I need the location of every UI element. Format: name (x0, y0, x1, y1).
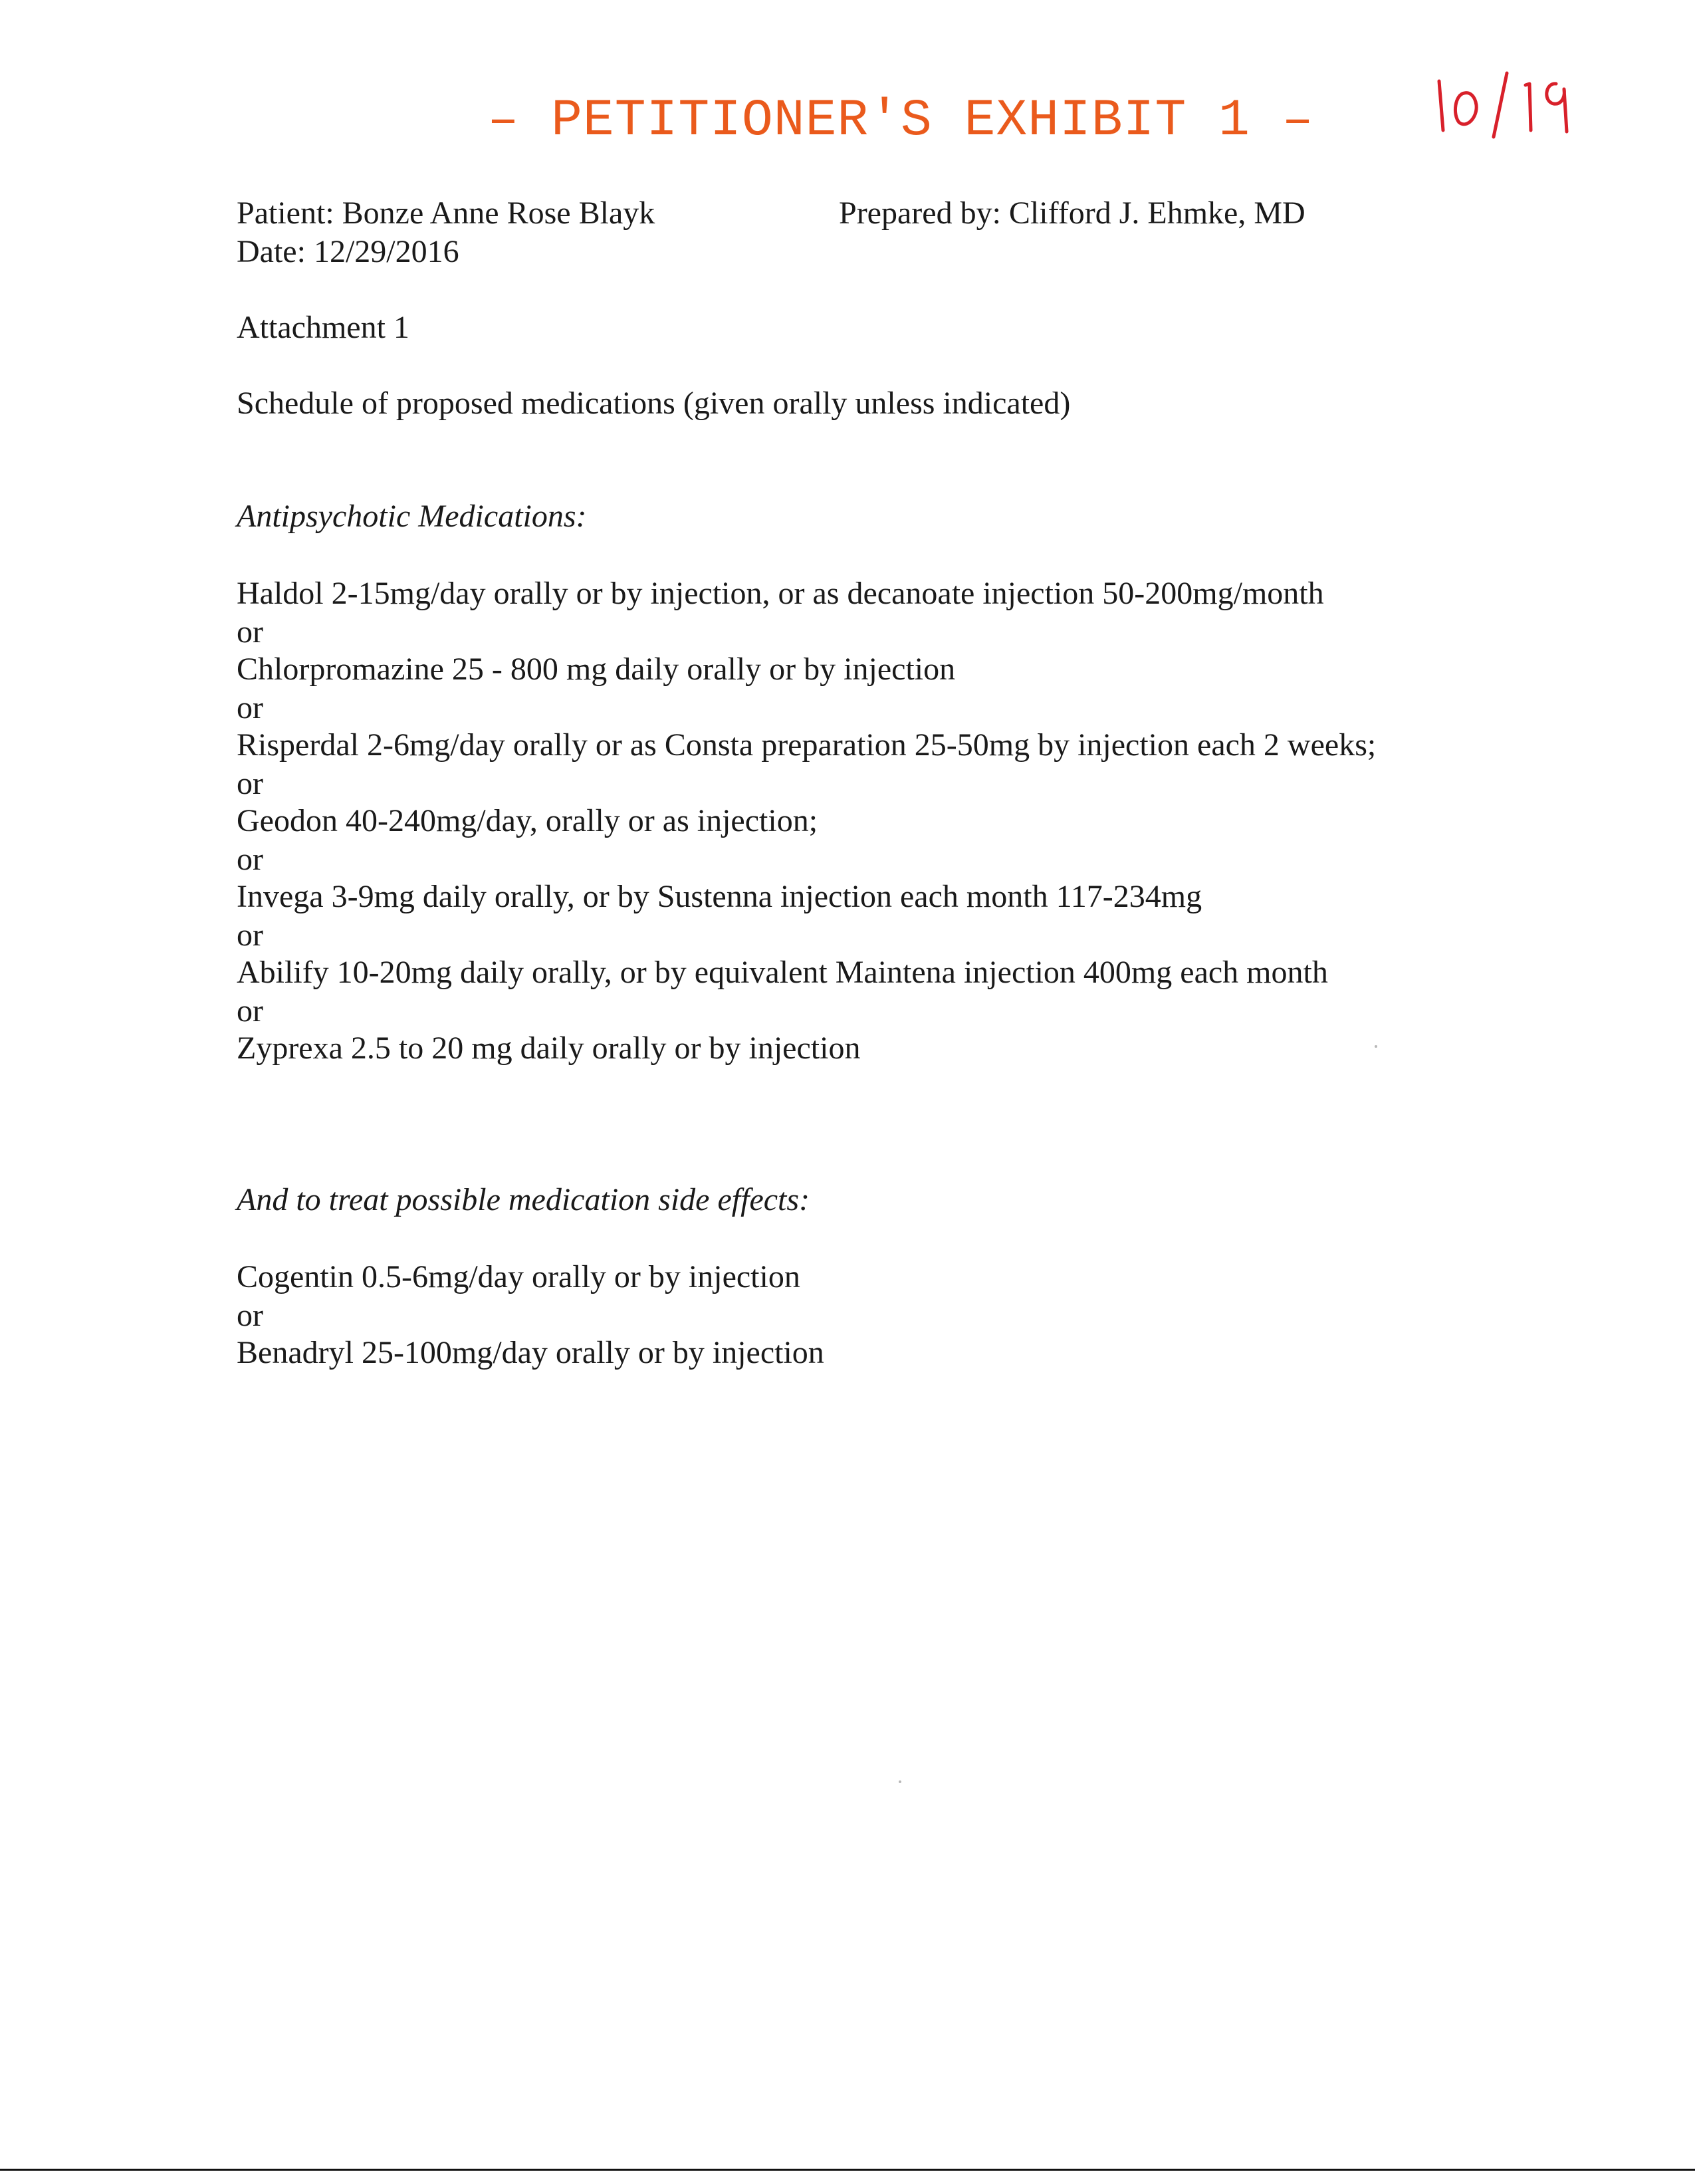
patient-name: Patient: Bonze Anne Rose Blayk (237, 195, 655, 231)
handwritten-date-note (1426, 53, 1585, 146)
medication-item: Zyprexa 2.5 to 20 mg daily orally or by injection (237, 1031, 861, 1066)
page-bottom-rule (0, 2169, 1695, 2171)
medication-item: Chlorpromazine 25 - 800 mg daily orally or by injection (237, 652, 956, 687)
separator-or: or (237, 842, 263, 877)
side-effect-item: Cogentin 0.5-6mg/day orally or by injection (237, 1259, 800, 1294)
separator-or: or (237, 993, 263, 1029)
schedule-intro: Schedule of proposed medications (given orally unless indicated) (237, 386, 1071, 421)
scan-speck (1375, 1045, 1377, 1048)
scan-speck (899, 1780, 901, 1783)
side-effect-item: Benadryl 25-100mg/day orally or by injection (237, 1335, 824, 1370)
medication-item: Risperdal 2-6mg/day orally or as Consta preparation 25-50mg by injection each 2 weeks; (237, 727, 1377, 763)
separator-or: or (237, 1298, 263, 1333)
medication-item: Abilify 10-20mg daily orally, or by equivalent Maintena injection 400mg each month (237, 955, 1328, 990)
medication-item: Invega 3-9mg daily orally, or by Sustenna injection each month 117-234mg (237, 879, 1202, 914)
antipsychotic-heading: Antipsychotic Medications: (237, 499, 587, 534)
separator-or: or (237, 614, 263, 650)
separator-or: or (237, 766, 263, 801)
medication-item: Geodon 40-240mg/day, orally or as injection; (237, 803, 818, 838)
separator-or: or (237, 690, 263, 725)
exhibit-stamp: – PETITIONER'S EXHIBIT 1 – (487, 92, 1314, 150)
document-date: Date: 12/29/2016 (237, 234, 459, 269)
attachment-label: Attachment 1 (237, 310, 409, 345)
separator-or: or (237, 917, 263, 953)
side-effects-heading: And to treat possible medication side effects: (237, 1182, 810, 1217)
prepared-by: Prepared by: Clifford J. Ehmke, MD (839, 195, 1305, 231)
medication-item: Haldol 2-15mg/day orally or by injection, or as decanoate injection 50-200mg/month (237, 576, 1324, 611)
